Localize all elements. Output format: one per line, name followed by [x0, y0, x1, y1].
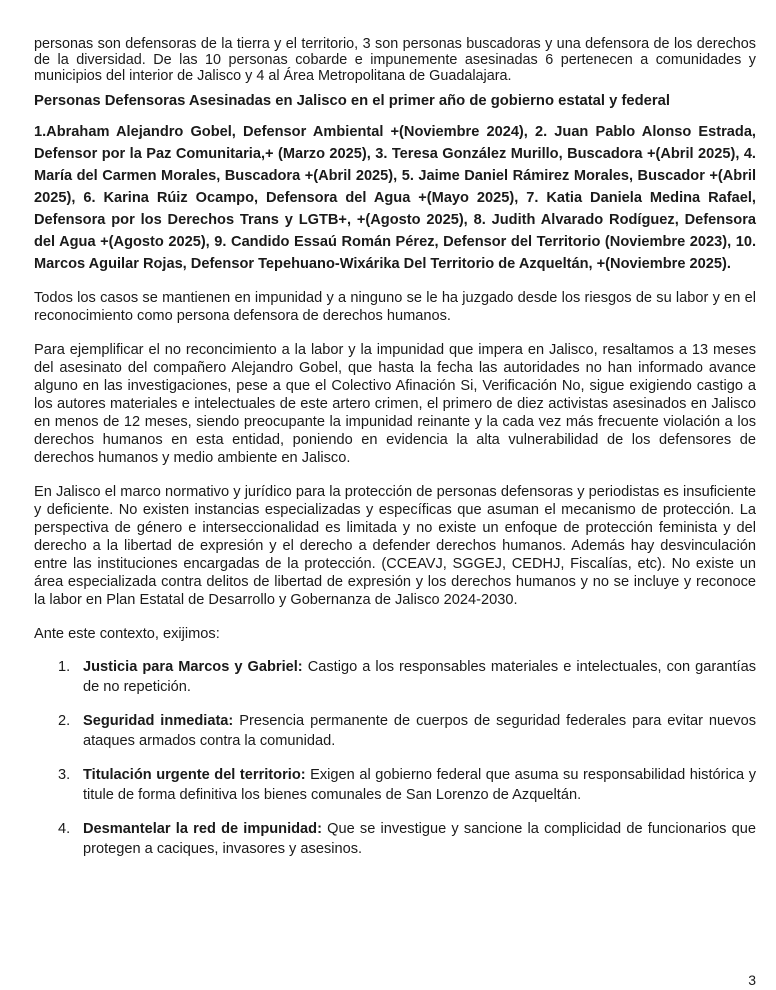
demand-lead: Justicia para Marcos y Gabriel:	[83, 659, 303, 675]
paragraph-gobel-case: Para ejemplificar el no reconcimiento a la labor y la impunidad que impera en Jalisco, resaltamos a 13 meses del asesinato del compañero Alejandro Gobel, que hasta la fecha las autoridades no han informado avance alguno en las investigaciones, pese a que el Colectivo Afinación Si, Verificación No, sigue exigiendo castigo a los autores materiales e intelectuales de este artero crimen, el primero de diez activistas asesinados en Jalisco en menos de 12 meses, siendo preocupante la impunidad reinante y la cada vez más frecuente violación a los derechos humanos en esta entidad, poniendo en evidencia la alta vulnerabilidad de los defensores de derechos humanos y medio ambiente en Jalisco.	[34, 342, 756, 466]
document-page	[34, 36, 756, 873]
intro-paragraph: personas son defensoras de la tierra y el territorio, 3 son personas buscadoras y una defensora de los derechos de la diversidad. De las 10 personas cobarde e impunemente asesinadas 6 pertenecen a comunidades y municipios del interior de Jalisco y 4 al Área Metropolitana de Guadalajara.	[34, 36, 756, 84]
demand-text	[83, 711, 756, 751]
paragraph-legal-framework: En Jalisco el marco normativo y jurídico para la protección de personas defensoras y periodistas es insuficiente y deficiente. No existen instancias especializadas y específicas que asuman el mecanismo de protección. La perspectiva de género e interseccionalidad es limitada y no existe un enfoque de protección feminista y del derecho a la libertad de expresión y el derecho a defender derechos humanos. Además hay desvinculación entre las instituciones encargadas de la protección. (CCEAVJ, SGGEJ, CEDHJ, Fiscalías, etc). No existe un área especializada contra delitos de libertad de expresión y los derechos humanos y no se incluye y reconoce la labor en Plan Estatal de Desarrollo y Gobernanza de Jalisco 2024-2030.	[34, 484, 756, 608]
demand-number: 2.	[58, 713, 71, 729]
demand-body: Exigen al gobierno federal que asuma su responsabilidad histórica y titule de forma definitiva los bienes comunales de San Lorenzo de Azqueltán.	[83, 767, 756, 803]
paragraph-impunity: Todos los casos se mantienen en impunidad y a ninguno se le ha juzgado desde los riesgos de su labor y en el reconocimiento como persona defensora de derechos humanos.	[34, 290, 756, 324]
demand-lead: Seguridad inmediata:	[83, 713, 234, 729]
demand-number: 1.	[58, 659, 71, 675]
demand-text	[83, 765, 756, 805]
demand-text	[83, 657, 756, 697]
demand-number: 4.	[58, 821, 71, 837]
demand-body: Castigo a los responsables materiales e intelectuales, con garantías de no repetición.	[83, 659, 757, 695]
demands-intro: Ante este contexto, exijimos:	[34, 626, 220, 642]
page-number: 3	[748, 972, 756, 988]
demand-item	[34, 711, 756, 751]
demand-item	[34, 765, 756, 805]
demand-lead: Desmantelar la red de impunidad:	[83, 821, 322, 837]
demand-item	[34, 819, 756, 859]
demand-text	[83, 819, 756, 859]
demand-lead: Titulación urgente del territorio:	[83, 767, 306, 783]
demand-item	[34, 657, 756, 697]
demand-body: Que se investigue y sancione la complicidad de funcionarios que protegen a caciques, invasores y asesinos.	[83, 821, 756, 857]
demand-number: 3.	[58, 767, 71, 783]
victims-list: 1.Abraham Alejandro Gobel, Defensor Ambiental +(Noviembre 2024), 2. Juan Pablo Alonso Estrada, Defensor por la Paz Comunitaria,+ (Marzo 2025), 3. Teresa González Murillo, Buscadora +(Abril 2025), 4. María del Carmen Morales, Buscadora +(Abril 2025), 5. Jaime Daniel Rámirez Morales, Buscador +(Abril 2025), 6. Karina Rúiz Ocampo, Defensora del Agua +(Mayo 2025), 7. Katia Daniela Medina Rafael, Defensora por los Derechos Trans y LGTB+, +(Agosto 2025), 8. Judith Alvarado Rodíguez, Defensora del Agua +(Agosto 2025), 9. Candido Essaú Román Pérez, Defensor del Territorio (Noviembre 2023), 10. Marcos Aguilar Rojas, Defensor Tepehuano-Wixárika Del Territorio de Azqueltán, +(Noviembre 2025).	[34, 124, 756, 272]
demands-list	[34, 657, 756, 859]
demand-body: Presencia permanente de cuerpos de seguridad federales para evitar nuevos ataques armados contra la comunidad.	[83, 713, 756, 749]
section-heading: Personas Defensoras Asesinadas en Jalisco en el primer año de gobierno estatal y federal	[34, 93, 670, 109]
